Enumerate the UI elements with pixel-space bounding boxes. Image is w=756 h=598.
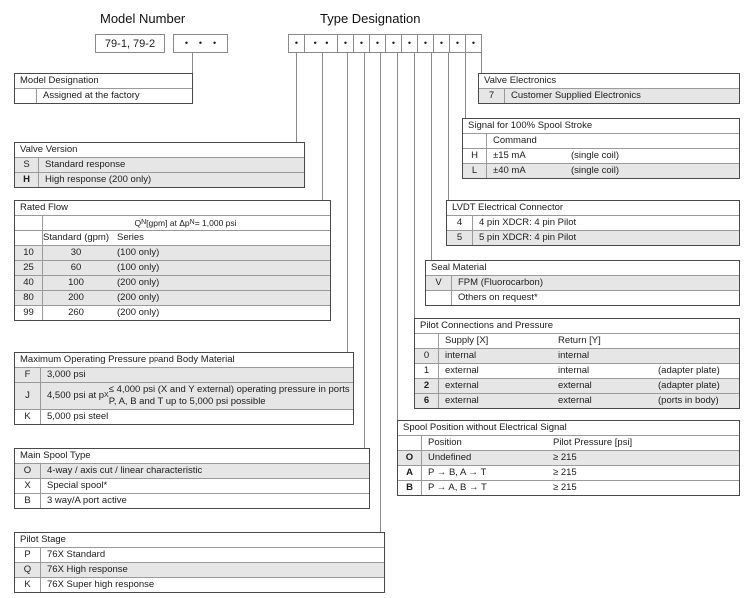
table-cell: Special spool* (47, 480, 108, 491)
code-cell: J (15, 383, 41, 409)
table-cell: Customer Supplied Electronics (511, 90, 641, 101)
table-cell: 3 way/A port active (47, 495, 127, 506)
table-cell: Others on request* (458, 292, 538, 303)
table-title: Rated Flow (20, 202, 69, 213)
table-cell: Position (428, 437, 462, 448)
type-designation-cell (449, 34, 466, 53)
table-row (415, 348, 739, 363)
table-row (15, 478, 369, 493)
table-cell: external (558, 380, 592, 391)
table-cell: internal (558, 365, 590, 376)
table-cell: Supply [X] (445, 335, 489, 346)
table-cell: 30 (70, 247, 82, 258)
dot: • (294, 38, 299, 48)
table-title-row (479, 74, 739, 88)
connector-line (397, 53, 398, 420)
table-row (398, 450, 739, 465)
type-designation-cell (385, 34, 402, 53)
dot: • (423, 38, 428, 48)
code-cell (426, 291, 452, 305)
table-title: Seal Material (431, 262, 487, 273)
code-cell: 4 (447, 216, 473, 230)
code-cell: O (15, 464, 41, 478)
type-designation-cell (465, 34, 482, 53)
table-cell: external (445, 395, 479, 406)
code-cell: 1 (415, 364, 439, 378)
table-title-row (463, 119, 739, 133)
table-row (415, 333, 739, 348)
type-designation-cell (401, 34, 418, 53)
table-cell: 200 (68, 292, 84, 303)
code-cell (15, 231, 43, 245)
code-cell: K (15, 410, 41, 424)
code-cell: 99 (15, 306, 43, 320)
table-row (415, 378, 739, 393)
table-row (15, 275, 330, 290)
code-cell: 0 (415, 349, 439, 363)
table-cell: 100 (68, 277, 84, 288)
dot: • (391, 38, 396, 48)
table-title-row (398, 421, 739, 435)
type-designation-cell (417, 34, 434, 53)
code-cell: A (398, 466, 422, 480)
table-title: LVDT Electrical Connector (452, 202, 564, 213)
table-row (15, 245, 330, 260)
code-cell: 2 (415, 379, 439, 393)
code-cell: 7 (479, 89, 505, 103)
table-cell: 5 pin XDCR: 4 pin Pilot (479, 232, 577, 243)
code-cell: H (15, 173, 39, 187)
code-cell: L (463, 164, 487, 178)
table-cell: ±40 mA (493, 165, 526, 176)
table-row (398, 435, 739, 450)
table-cell: external (445, 380, 479, 391)
dot: • (325, 38, 329, 48)
pilot-stage-table (14, 532, 385, 593)
table-row (479, 88, 739, 103)
table-cell: 76X Standard (47, 549, 106, 560)
table-cell: 3,000 psi (47, 369, 86, 380)
table-title-row (15, 201, 330, 215)
table-cell: P → A, B → T (428, 482, 487, 493)
table-cell: (adapter plate) (658, 365, 720, 376)
seal-material-table (425, 260, 740, 306)
connector-line (414, 53, 415, 318)
connector-line (481, 53, 482, 73)
signal-spool-stroke-table (462, 118, 740, 179)
code-cell: P (15, 548, 41, 562)
dot: • (455, 38, 460, 48)
table-cell: (100 only) (117, 262, 160, 273)
table-title: Valve Electronics (484, 75, 557, 86)
table-row (447, 230, 739, 245)
table-title: Pilot Connections and Pressure (420, 320, 554, 331)
table-cell: Standard (gpm) (43, 232, 110, 243)
table-title: Maximum Operating Pressure p p and Body Material (20, 354, 235, 365)
connector-line (296, 53, 297, 142)
table-cell: (200 only) (117, 277, 160, 288)
table-row (15, 157, 304, 172)
table-cell: internal (558, 350, 590, 361)
dot: • (359, 38, 364, 48)
table-title: Model Designation (20, 75, 99, 86)
code-cell: S (15, 158, 39, 172)
table-cell: 4-way / axis cut / linear characteristic (47, 465, 203, 476)
table-cell: 4,500 psi at p X ≤ 4,000 psi (X and Y external) operating pressure in ports P, A, B and T up to 5,000 psi possible (47, 384, 350, 407)
table-cell: (ports in body) (658, 395, 719, 406)
table-cell (652, 334, 739, 348)
connector-line (431, 53, 432, 260)
table-title: Signal for 100% Spool Stroke (468, 120, 593, 131)
lvdt-connector-table (446, 200, 740, 246)
valve-version-table (14, 142, 305, 188)
table-row (15, 562, 384, 577)
table-title-row (15, 353, 353, 367)
table-cell: ≥ 215 (553, 467, 577, 478)
code-cell: B (15, 494, 41, 508)
table-cell: Standard response (45, 159, 126, 170)
code-cell: V (426, 276, 452, 290)
dot: • (198, 38, 203, 48)
dot: • (313, 38, 317, 48)
table-title-row (426, 261, 739, 275)
table-cell: Command (493, 135, 537, 146)
code-cell: B (398, 481, 422, 495)
rated-flow-table (14, 200, 331, 321)
table-cell (652, 349, 739, 363)
type-designation-label: Type Designation (320, 11, 421, 26)
table-title: Spool Position without Electrical Signal (403, 422, 567, 433)
table-cell: Series (117, 232, 144, 243)
table-cell: Pilot Pressure [psi] (553, 437, 633, 448)
code-cell (415, 334, 439, 348)
type-designation-cell (369, 34, 386, 53)
table-cell: High response (200 only) (45, 174, 152, 185)
code-cell: K (15, 578, 41, 592)
model-designation-dots-box (173, 34, 228, 53)
table-row (15, 305, 330, 320)
table-cell: (adapter plate) (658, 380, 720, 391)
table-cell: internal (445, 350, 477, 361)
table-row (15, 172, 304, 187)
code-cell: Q (15, 563, 41, 577)
table-row (15, 367, 353, 382)
code-cell: 5 (447, 231, 473, 245)
table-row (398, 465, 739, 480)
table-cell: Undefined (428, 452, 472, 463)
table-title-row (15, 449, 369, 463)
table-title: Main Spool Type (20, 450, 91, 461)
code-cell: 80 (15, 291, 43, 305)
code-cell (398, 436, 422, 450)
table-cell: Assigned at the factory (43, 90, 140, 101)
code-cell: F (15, 368, 41, 382)
connector-line (322, 53, 323, 200)
table-row (15, 382, 353, 409)
connector-line (347, 53, 348, 352)
code-cell (15, 216, 43, 230)
table-row (15, 88, 192, 103)
model-designation-table (14, 73, 193, 104)
table-title-row (15, 74, 192, 88)
table-cell: (200 only) (117, 292, 160, 303)
dot: • (212, 38, 217, 48)
table-row (463, 148, 739, 163)
code-cell (463, 134, 487, 148)
code-cell: 25 (15, 261, 43, 275)
code-cell: H (463, 149, 487, 163)
valve-electronics-table (478, 73, 740, 104)
table-row (15, 290, 330, 305)
dot: • (471, 38, 476, 48)
code-cell (15, 89, 37, 103)
connector-line (448, 53, 449, 200)
table-row (15, 409, 353, 424)
dot: • (407, 38, 412, 48)
table-row (15, 260, 330, 275)
dot: • (184, 38, 189, 48)
connector-line (380, 53, 381, 532)
table-cell: 5,000 psi steel (47, 411, 109, 422)
table-row (426, 275, 739, 290)
model-number-value: 79-1, 79-2 (104, 37, 156, 50)
code-cell: 10 (15, 246, 43, 260)
table-cell: P → B, A → T (428, 467, 487, 478)
table-row (463, 133, 739, 148)
table-cell: 4 pin XDCR: 4 pin Pilot (479, 217, 577, 228)
table-cell: (100 only) (117, 247, 160, 258)
table-cell: 76X Super high response (47, 579, 155, 590)
pilot-connections-table (414, 318, 740, 409)
table-title-row (15, 143, 304, 157)
table-row (415, 393, 739, 408)
table-title: Valve Version (20, 144, 78, 155)
table-cell: external (445, 365, 479, 376)
type-designation-cell (304, 34, 338, 53)
table-cell: ±15 mA (493, 150, 526, 161)
table-title-row (415, 319, 739, 333)
connector-line (192, 53, 193, 73)
table-row (15, 547, 384, 562)
connector-line (465, 53, 466, 118)
table-row (398, 480, 739, 495)
table-row (15, 215, 330, 230)
table-cell: ≥ 215 (553, 452, 577, 463)
type-designation-cell (353, 34, 370, 53)
table-cell: ≥ 215 (553, 482, 577, 493)
dot: • (343, 38, 348, 48)
table-row (426, 290, 739, 305)
table-cell: 260 (68, 307, 84, 318)
model-number-box (95, 34, 165, 53)
table-row (15, 463, 369, 478)
table-row (463, 163, 739, 178)
table-cell: (single coil) (571, 150, 620, 161)
table-title-row (15, 533, 384, 547)
model-number-label: Model Number (100, 11, 186, 26)
max-operating-pressure-table (14, 352, 354, 425)
table-row (15, 230, 330, 245)
table-cell: Q N [gpm] at Δp N = 1,000 psi (134, 218, 237, 228)
table-cell: Return [Y] (558, 335, 601, 346)
type-designation-cell (288, 34, 305, 53)
table-row (447, 215, 739, 230)
dot: • (439, 38, 444, 48)
table-title-row (447, 201, 739, 215)
table-row (15, 577, 384, 592)
main-spool-type-table (14, 448, 370, 509)
dot: • (375, 38, 380, 48)
type-designation-cell (433, 34, 450, 53)
code-cell: O (398, 451, 422, 465)
table-cell: (single coil) (571, 165, 620, 176)
table-row (415, 363, 739, 378)
code-cell: X (15, 479, 41, 493)
table-cell: (200 only) (117, 307, 160, 318)
table-title: Pilot Stage (20, 534, 66, 545)
table-cell: 76X High response (47, 564, 128, 575)
type-designation-strip (288, 34, 482, 53)
table-row (15, 493, 369, 508)
type-designation-cell (337, 34, 354, 53)
table-cell: 60 (70, 262, 82, 273)
code-cell: 40 (15, 276, 43, 290)
code-cell: 6 (415, 394, 439, 408)
connector-line (364, 53, 365, 448)
spool-position-table (397, 420, 740, 496)
table-cell: external (558, 395, 592, 406)
table-cell: FPM (Fluorocarbon) (458, 277, 543, 288)
